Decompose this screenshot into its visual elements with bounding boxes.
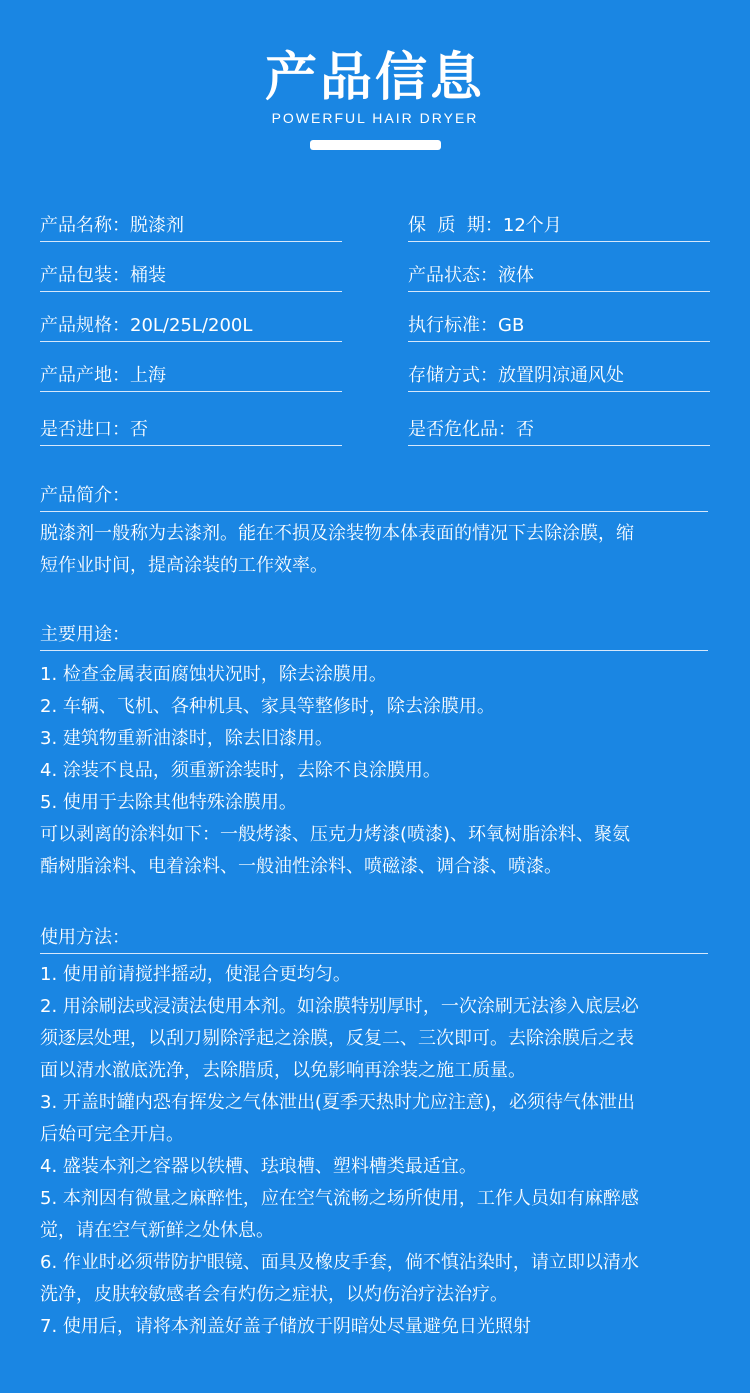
method-line: 7. 使用后，请将本剂盖好盖子储放于阴暗处尽量避免日光照射 [40, 1316, 531, 1337]
uses-line: 5. 使用于去除其他特殊涂膜用。 [40, 792, 297, 813]
field-value: 否 [516, 419, 534, 440]
field-hazardous [408, 415, 710, 446]
field-value: 否 [130, 419, 148, 440]
method-line: 后始可完全开启。 [40, 1124, 184, 1145]
field-value: 放置阴凉通风处 [498, 365, 624, 386]
field-specification [40, 311, 342, 342]
method-line: 3. 开盖时罐内恐有挥发之气体泄出(夏季天热时尤应注意)，必须待气体泄出 [40, 1092, 635, 1113]
field-value: 20L/25L/200L [130, 315, 253, 336]
method-line: 觉，请在空气新鲜之处休息。 [40, 1220, 274, 1241]
uses-line: 3. 建筑物重新油漆时，除去旧漆用。 [40, 728, 333, 749]
uses-line: 2. 车辆、飞机、各种机具、家具等整修时，除去涂膜用。 [40, 696, 495, 717]
field-packaging [40, 261, 342, 292]
uses-line: 1. 检查金属表面腐蚀状况时，除去涂膜用。 [40, 664, 387, 685]
method-line: 4. 盛装本剂之容器以铁槽、珐琅槽、塑料槽类最适宜。 [40, 1156, 477, 1177]
field-label: 是否进口： [40, 419, 130, 440]
method-line: 5. 本剂因有微量之麻醉性，应在空气流畅之场所使用，工作人员如有麻醉感 [40, 1188, 639, 1209]
method-line: 2. 用涂刷法或浸渍法使用本剂。如涂膜特别厚时，一次涂刷无法渗入底层必 [40, 996, 639, 1017]
uses-line: 4. 涂装不良品，须重新涂装时，去除不良涂膜用。 [40, 760, 441, 781]
field-origin [40, 361, 342, 392]
field-label: 存储方式： [408, 365, 498, 386]
intro-line: 短作业时间，提高涂装的工作效率。 [40, 555, 328, 576]
title-underline [310, 140, 441, 150]
field-shelf-life [408, 211, 710, 242]
field-product-name [40, 211, 342, 242]
section-heading-intro: 产品简介： [40, 481, 708, 512]
field-value: 12个月 [502, 215, 562, 236]
page-subtitle: POWERFUL HAIR DRYER [271, 110, 479, 126]
field-label: 产品名称： [40, 215, 130, 236]
field-value: 上海 [130, 365, 166, 386]
field-storage [408, 361, 710, 392]
field-label: 产品产地： [40, 365, 130, 386]
uses-line: 酯树脂涂料、电着涂料、一般油性涂料、喷磁漆、调合漆、喷漆。 [40, 856, 562, 877]
field-value: 液体 [498, 265, 534, 286]
field-label: 产品状态： [408, 265, 498, 286]
section-heading-uses: 主要用途： [40, 620, 708, 651]
field-value: 脱漆剂 [130, 215, 184, 236]
field-state [408, 261, 710, 292]
field-label: 产品规格： [40, 315, 130, 336]
field-value: GB [498, 315, 525, 336]
field-label: 产品包装： [40, 265, 130, 286]
intro-line: 脱漆剂一般称为去漆剂。能在不损及涂装物本体表面的情况下去除涂膜，缩 [40, 523, 634, 544]
field-value: 桶装 [130, 265, 166, 286]
field-label: 是否危化品： [408, 419, 516, 440]
field-label: 执行标准： [408, 315, 498, 336]
method-line: 须逐层处理，以刮刀剔除浮起之涂膜，反复二、三次即可。去除涂膜后之表 [40, 1028, 634, 1049]
section-heading-method: 使用方法： [40, 923, 708, 954]
field-standard [408, 311, 710, 342]
method-line: 洗净，皮肤较敏感者会有灼伤之症状，以灼伤治疗法治疗。 [40, 1284, 508, 1305]
method-line: 6. 作业时必须带防护眼镜、面具及橡皮手套，倘不慎沾染时，请立即以清水 [40, 1252, 639, 1273]
page-title: 产品信息 [264, 48, 485, 108]
field-imported [40, 415, 342, 446]
field-label: 保 质 期： [408, 215, 503, 236]
method-line: 面以清水澈底洗净，去除腊质，以免影响再涂装之施工质量。 [40, 1060, 526, 1081]
uses-line: 可以剥离的涂料如下：一般烤漆、压克力烤漆(喷漆)、环氧树脂涂料、聚氨 [40, 824, 631, 845]
method-line: 1. 使用前请搅拌摇动，使混合更均匀。 [40, 964, 351, 985]
